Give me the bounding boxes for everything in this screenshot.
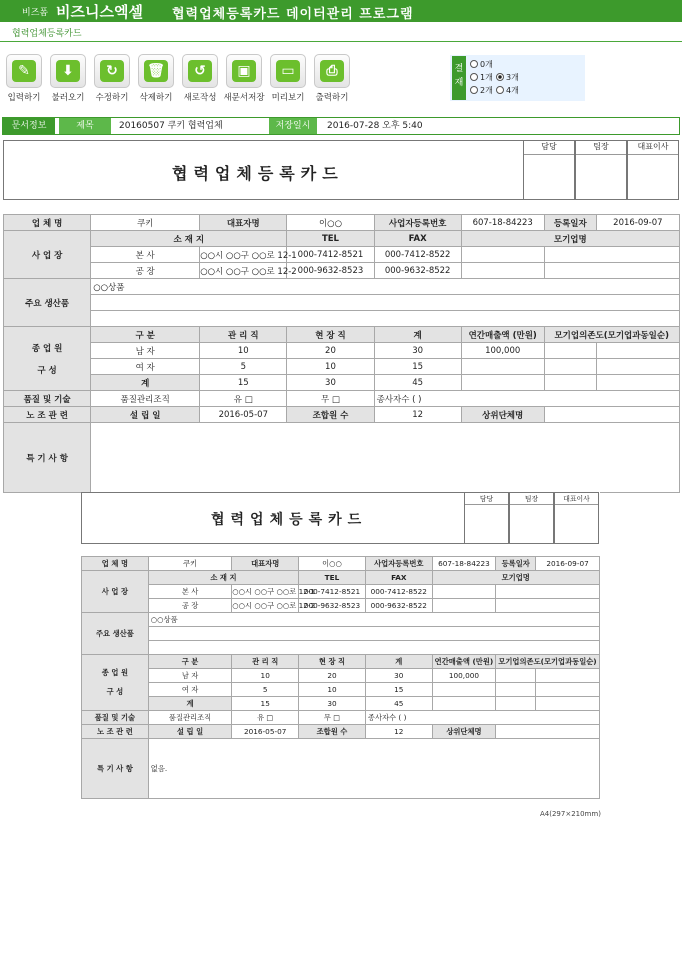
emp-kind[interactable]: 남 자 [91,343,200,359]
est-label: 설 립 일 [91,407,200,423]
bizno-value[interactable]: 607-18-84223 [432,557,496,571]
product-label: 주요 생산품 [4,279,91,327]
quality-label: 품질 및 기술 [4,391,91,407]
parent-label: 상위단체명 [461,407,544,423]
site-col: TEL [287,231,374,247]
paper-size-label: A4(297×210mm) [540,810,601,818]
yes-checkbox[interactable]: 유 □ [232,711,299,725]
emp-admin[interactable]: 15 [200,375,287,391]
product-value[interactable]: ○○상품 [91,279,680,295]
union-label: 노 조 관 련 [82,725,149,739]
site-tel[interactable]: 000-7412-8521 [287,247,374,263]
trash-icon: 🗑 [144,60,168,82]
sign-box: 담당 [523,140,575,200]
cell[interactable] [496,697,536,711]
emp-total[interactable]: 45 [365,697,432,711]
staff-count[interactable]: 종사자수 ( ) [365,711,599,725]
breadcrumb[interactable]: 협력업체등록카드 [12,29,82,39]
card-title: 협력업체등록카드 [211,512,368,528]
cell[interactable] [596,359,679,375]
emp-col: 구 분 [148,655,232,669]
emp-sales[interactable]: 100,000 [461,343,544,359]
union-label: 노 조 관 련 [4,407,91,423]
company-label: 업 체 명 [4,215,91,231]
site-col: 소 재 지 [91,231,287,247]
approval-1-radio[interactable]: 1개 [470,72,493,83]
cell[interactable] [496,683,536,697]
emp-sales[interactable] [432,697,496,711]
regdate-value[interactable]: 2016-09-07 [596,215,679,231]
yes-checkbox[interactable]: 유 □ [200,391,287,407]
toolbar-label: 입력하기 [7,93,41,103]
site-tel[interactable]: 000-9632-8523 [299,599,366,613]
cell[interactable] [91,295,680,311]
cell[interactable] [496,599,600,613]
notes-value[interactable] [91,423,680,493]
quality-org[interactable]: 품질관리조직 [148,711,232,725]
ceo-value[interactable]: 이○○ [299,557,366,571]
emp-col: 관 리 직 [200,327,287,343]
members-label: 조합원 수 [299,725,366,739]
emp-total[interactable]: 30 [374,343,461,359]
emp-col: 현 장 직 [287,327,374,343]
site-fax[interactable]: 000-9632-8522 [374,263,461,279]
emp-sales[interactable] [461,375,544,391]
new-icon: ↺ [188,60,212,82]
card-title: 협력업체등록카드 [172,164,344,183]
ceo-value[interactable]: 이○○ [287,215,374,231]
site-kind[interactable]: 공 장 [91,263,200,279]
emp-field[interactable]: 10 [299,683,366,697]
cell[interactable] [544,343,596,359]
ceo-label: 대표자명 [232,557,299,571]
emp-admin[interactable]: 5 [200,359,287,375]
toolbar-label: 삭제하기 [139,93,173,103]
emp-sales[interactable] [461,359,544,375]
site-fax[interactable]: 000-7412-8522 [365,585,432,599]
emp-kind: 계 [91,375,200,391]
emp-total[interactable]: 15 [365,683,432,697]
approval-panel [450,55,585,101]
cell[interactable] [432,599,496,613]
notes-label: 특 기 사 항 [4,423,91,493]
est-label: 설 립 일 [148,725,232,739]
emp-admin[interactable]: 5 [232,683,299,697]
saved-datetime: 2016-07-28 오후 5:40 [327,121,423,131]
notes-label: 특 기 사 항 [82,739,149,799]
parent-value[interactable] [544,407,679,423]
breadcrumb-bar [0,22,682,42]
quality-label: 품질 및 기술 [82,711,149,725]
ceo-label: 대표자명 [200,215,287,231]
save-icon: ▣ [232,60,256,82]
emp-col: 연간매출액 (만원) [461,327,544,343]
emp-col: 관 리 직 [232,655,299,669]
registration-card [3,140,679,500]
emp-sales[interactable] [432,683,496,697]
cell[interactable] [536,697,600,711]
save-button[interactable] [223,54,265,104]
no-checkbox[interactable]: 무 □ [287,391,374,407]
document-title[interactable]: 20160507 쿠키 협력업체 [119,121,223,131]
docinfo-tag: 문서정보 [3,118,55,134]
employee-label: 종 업 원 구 성 [4,327,91,391]
approval-tag: 결재 [452,56,466,100]
trash-button[interactable] [135,54,177,104]
product-value[interactable]: ○○상품 [148,613,599,627]
card-table [81,556,600,799]
card-table [3,214,680,493]
refresh-button[interactable] [91,54,133,104]
approval-4-radio[interactable]: 4개 [496,85,519,96]
cell[interactable] [544,359,596,375]
monitor-button[interactable] [267,54,309,104]
site-tel[interactable]: 000-9632-8523 [287,263,374,279]
approval-2-radio[interactable]: 2개 [470,85,493,96]
cell[interactable] [596,375,679,391]
cell[interactable] [148,641,599,655]
parent-value[interactable] [496,725,600,739]
site-kind[interactable]: 공 장 [148,599,232,613]
site-kind[interactable]: 본 사 [148,585,232,599]
company-value[interactable]: 쿠키 [148,557,232,571]
approval-3-radio[interactable]: 3개 [496,72,519,83]
members-value[interactable]: 12 [365,725,432,739]
product-label: 주요 생산품 [82,613,149,655]
emp-kind[interactable]: 여 자 [148,683,232,697]
emp-field[interactable]: 30 [287,375,374,391]
emp-col: 현 장 직 [299,655,366,669]
employee-label: 종 업 원 구 성 [82,655,149,711]
print-icon: ⎙ [320,60,344,82]
approval-0-radio[interactable]: 0개 [470,59,493,70]
emp-field[interactable]: 20 [299,669,366,683]
sign-box: 팀장 [575,140,627,200]
company-value[interactable]: 쿠키 [91,215,200,231]
document-info-bar [2,117,680,135]
app-title: 협력업체등록카드 데이터관리 프로그램 [172,7,414,22]
toolbar-label: 새문서저장 [223,93,265,103]
est-value[interactable]: 2016-05-07 [200,407,287,423]
emp-admin[interactable]: 15 [232,697,299,711]
parent-label: 상위단체명 [432,725,496,739]
site-tel[interactable]: 000-7412-8521 [299,585,366,599]
emp-field[interactable]: 10 [287,359,374,375]
toolbar-label: 새로작성 [183,93,217,103]
no-checkbox[interactable]: 무 □ [299,711,366,725]
site-col: 모기업명 [432,571,599,585]
emp-admin[interactable]: 10 [200,343,287,359]
cell[interactable] [536,683,600,697]
cell[interactable] [544,375,596,391]
toolbar-label: 출력하기 [315,93,349,103]
site-col: 소 재 지 [148,571,298,585]
toolbar-label: 미리보기 [271,93,305,103]
emp-kind[interactable]: 남 자 [148,669,232,683]
members-label: 조합원 수 [287,407,374,423]
emp-total[interactable]: 45 [374,375,461,391]
download-icon: ⬇ [56,60,80,82]
cell[interactable] [544,247,679,263]
site-address[interactable]: ○○시 ○○구 ○○로 12-1 [200,247,287,263]
pencil-button[interactable] [3,54,45,104]
emp-col: 연간매출액 (만원) [432,655,496,669]
notes-value[interactable]: 없음. [148,739,599,799]
title-tag: 제목 [59,118,111,134]
cell[interactable] [91,311,680,327]
site-address[interactable]: ○○시 ○○구 ○○로 12-2 [200,263,287,279]
site-address[interactable]: ○○시 ○○구 ○○로 12-1 [232,585,299,599]
sign-box: 대표이사 [627,140,679,200]
emp-total[interactable]: 30 [365,669,432,683]
regdate-label: 등록일자 [496,557,536,571]
site-kind[interactable]: 본 사 [91,247,200,263]
toolbar-label: 수정하기 [95,93,129,103]
site-fax[interactable]: 000-9632-8522 [365,599,432,613]
sign-box: 담당 [464,492,509,544]
site-address[interactable]: ○○시 ○○구 ○○로 12-2 [232,599,299,613]
cell[interactable] [432,585,496,599]
regdate-label: 등록일자 [544,215,596,231]
emp-field[interactable]: 30 [299,697,366,711]
cell[interactable] [148,627,599,641]
cell[interactable] [461,263,544,279]
site-col: 모기업명 [461,231,679,247]
emp-col: 모기업의존도(모기업과동일순) [544,327,679,343]
emp-col: 계 [374,327,461,343]
print-preview-card [81,492,600,817]
cell[interactable] [496,669,536,683]
sign-box: 팀장 [509,492,554,544]
brand-small: 비즈폼 [22,8,49,18]
cell[interactable] [544,263,679,279]
emp-col: 구 분 [91,327,200,343]
est-value[interactable]: 2016-05-07 [232,725,299,739]
emp-kind: 계 [148,697,232,711]
sign-box: 대표이사 [554,492,599,544]
site-label: 사 업 장 [4,231,91,279]
emp-total[interactable]: 15 [374,359,461,375]
members-value[interactable]: 12 [374,407,461,423]
regdate-value[interactable]: 2016-09-07 [536,557,600,571]
company-label: 업 체 명 [82,557,149,571]
bizno-label: 사업자등록번호 [365,557,432,571]
site-fax[interactable]: 000-7412-8522 [374,247,461,263]
emp-kind[interactable]: 여 자 [91,359,200,375]
site-label: 사 업 장 [82,571,149,613]
bizno-label: 사업자등록번호 [374,215,461,231]
new-button[interactable] [179,54,221,104]
refresh-icon: ↻ [100,60,124,82]
bizno-value[interactable]: 607-18-84223 [461,215,544,231]
emp-field[interactable]: 20 [287,343,374,359]
emp-col: 계 [365,655,432,669]
site-col: TEL [299,571,366,585]
cell[interactable] [536,669,600,683]
print-button[interactable] [311,54,353,104]
quality-org[interactable]: 품질관리조직 [91,391,200,407]
cell[interactable] [496,585,600,599]
emp-admin[interactable]: 10 [232,669,299,683]
toolbar-label: 불러오기 [51,93,85,103]
site-col: FAX [374,231,461,247]
pencil-icon: ✎ [12,60,36,82]
saved-tag: 저장일시 [269,118,317,134]
brand-logo: 비즈니스엑셀 [56,3,143,21]
emp-col: 모기업의존도(모기업과동일순) [496,655,600,669]
monitor-icon: ▭ [276,60,300,82]
site-col: FAX [365,571,432,585]
cell[interactable] [596,343,679,359]
staff-count[interactable]: 종사자수 ( ) [374,391,679,407]
emp-sales[interactable]: 100,000 [432,669,496,683]
title-bar [0,0,682,22]
cell[interactable] [461,247,544,263]
download-button[interactable] [47,54,89,104]
